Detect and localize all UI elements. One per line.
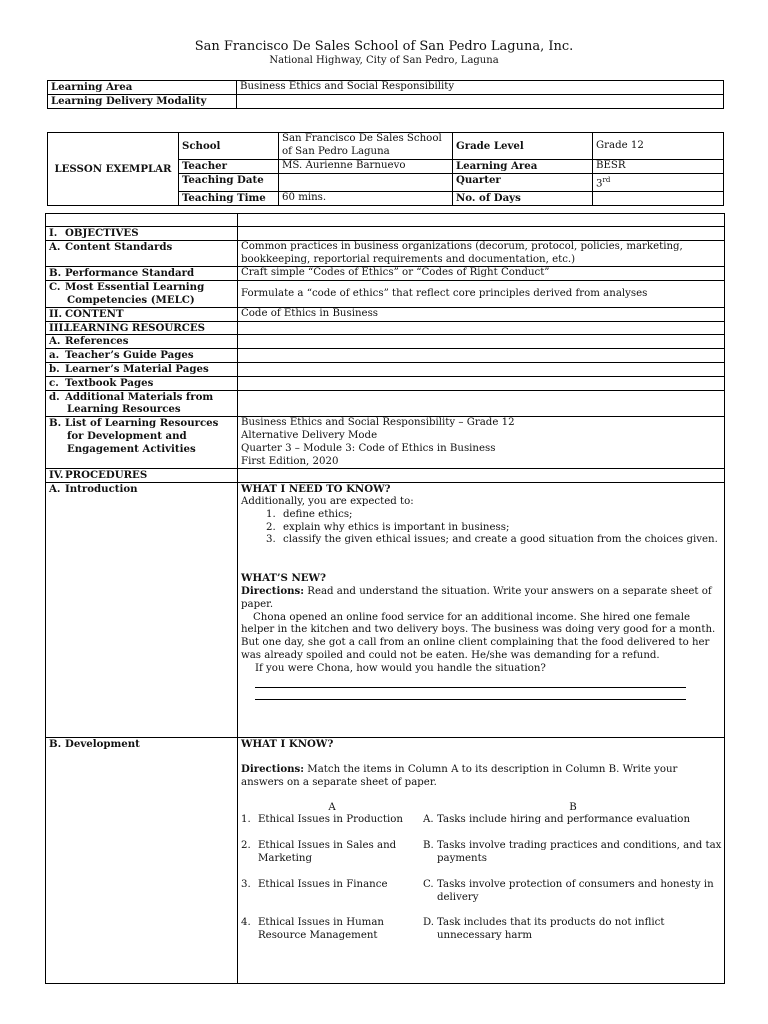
matching-column-headers bbox=[241, 802, 721, 815]
no-of-days-value bbox=[593, 192, 724, 206]
additional-materials-value bbox=[238, 390, 725, 417]
objectives-value bbox=[238, 227, 725, 241]
introduction-label: A. Introduction bbox=[46, 483, 238, 738]
learners-material-label: b. Learner’s Material Pages bbox=[46, 362, 238, 376]
list-resources-label: B. List of Learning Resources for Development and Engagement Activities bbox=[46, 417, 238, 469]
teaching-date-value bbox=[279, 174, 453, 192]
teachers-guide-label: a. Teacher’s Guide Pages bbox=[46, 349, 238, 363]
performance-standard-value: Craft simple “Codes of Ethics” or “Codes of Right Conduct” bbox=[238, 267, 725, 281]
column-b-header: B bbox=[569, 801, 577, 813]
teaching-time-value: 60 mins. bbox=[279, 192, 453, 206]
modality-label: Learning Delivery Modality bbox=[48, 94, 237, 108]
situation-text: Chona opened an online food service for an additional income. She hired one female helper in the kitchen and two delivery boys. The business was doing very good for a month. But one day, she got a call from an online client complaining that the food delivered to her was already spoiled and could not be eaten. He/she was demanding for a refund. bbox=[241, 611, 716, 661]
column-b-item: B. Tasks involve trading practices and conditions, and tax payments bbox=[423, 840, 722, 864]
content-standards-value: Common practices in business organizations (decorum, protocol, policies, marketing, bookkeeping, reportorial requirements and documentation, etc.) bbox=[238, 240, 725, 267]
references-label: A. References bbox=[46, 335, 238, 349]
teacher-value: MS. Aurienne Barnuevo bbox=[279, 160, 453, 174]
melc-value: Formulate a “code of ethics” that reflect core principles derived from analyses bbox=[238, 281, 725, 308]
additional-materials-label: d. Additional Materials from Learning Resources bbox=[46, 390, 238, 417]
no-of-days-label: No. of Days bbox=[453, 192, 593, 206]
learning-area-value: Business Ethics and Social Responsibility bbox=[237, 81, 724, 95]
whats-new-directions: Directions: Read and understand the situation. Write your answers on a separate sheet of paper. bbox=[241, 584, 712, 610]
what-i-know-heading: WHAT I KNOW? bbox=[241, 738, 334, 751]
content-heading: II. CONTENT bbox=[46, 307, 238, 321]
lesson-exemplar-table bbox=[47, 132, 724, 206]
what-i-need-to-know-heading: WHAT I NEED TO KNOW? bbox=[241, 483, 391, 496]
lesson-plan-table bbox=[45, 213, 725, 984]
melc-label: C. Most Essential Learning Competencies (MELC) bbox=[46, 281, 238, 308]
teaching-time-label: Teaching Time bbox=[179, 192, 279, 206]
quarter-value: 3rd bbox=[593, 174, 724, 192]
teachers-guide-value bbox=[238, 349, 725, 363]
blank-cell bbox=[46, 214, 238, 227]
exemplar-learning-area-value: BESR bbox=[593, 160, 724, 174]
learning-resources-heading: III.LEARNING RESOURCES bbox=[46, 321, 238, 335]
list-item: 3. classify the given ethical issues; and create a good situation from the choices given. bbox=[279, 534, 721, 547]
list-resources-value bbox=[238, 417, 725, 469]
learning-area-table bbox=[47, 80, 724, 109]
lesson-exemplar-title: LESSON EXEMPLAR bbox=[48, 133, 179, 206]
column-a-item: 1. Ethical Issues in Production bbox=[241, 814, 403, 826]
objectives-list bbox=[241, 509, 721, 547]
learning-resources-value bbox=[238, 321, 725, 335]
modality-value bbox=[237, 94, 724, 108]
teacher-label: Teacher bbox=[179, 160, 279, 174]
teaching-date-label: Teaching Date bbox=[179, 174, 279, 192]
objectives-heading: I. OBJECTIVES bbox=[46, 227, 238, 241]
answer-line bbox=[255, 688, 686, 700]
procedures-value bbox=[238, 469, 725, 483]
list-item: 1. define ethics; bbox=[279, 509, 721, 522]
development-label: B. Development bbox=[46, 738, 238, 984]
situation-question: If you were Chona, how would you handle the situation? bbox=[255, 662, 546, 674]
learning-area-label: Learning Area bbox=[48, 81, 237, 95]
exemplar-learning-area-label: Learning Area bbox=[453, 160, 593, 174]
column-a-header: A bbox=[328, 801, 336, 813]
textbook-pages-label: c. Textbook Pages bbox=[46, 376, 238, 390]
list-item: 2. explain why ethics is important in business; bbox=[279, 522, 721, 535]
expected-text: Additionally, you are expected to: bbox=[241, 495, 414, 507]
column-a-item: 3. Ethical Issues in Finance bbox=[241, 878, 388, 890]
blank-cell bbox=[238, 214, 725, 227]
references-value bbox=[238, 335, 725, 349]
content-standards-label: A. Content Standards bbox=[46, 240, 238, 267]
resource-line: Business Ethics and Social Responsibility – Grade 12 bbox=[241, 417, 515, 429]
school-address: National Highway, City of San Pedro, Laguna bbox=[269, 55, 499, 66]
column-a-item: 4. Ethical Issues in Human Resource Management bbox=[241, 917, 384, 942]
resource-line: Quarter 3 – Module 3: Code of Ethics in Business bbox=[241, 442, 496, 454]
learners-material-value bbox=[238, 362, 725, 376]
resource-line: Alternative Delivery Mode bbox=[241, 429, 378, 441]
school-title: San Francisco De Sales School of San Pedro Laguna, Inc. bbox=[194, 39, 574, 54]
column-b-item: C. Tasks involve protection of consumers and honesty in delivery bbox=[423, 878, 714, 903]
textbook-pages-value bbox=[238, 376, 725, 390]
grade-level-label: Grade Level bbox=[453, 133, 593, 160]
performance-standard-label: B. Performance Standard bbox=[46, 267, 238, 281]
grade-level-value: Grade 12 bbox=[593, 133, 724, 160]
procedures-heading: IV. PROCEDURES bbox=[46, 469, 238, 483]
column-b-item: A. Tasks include hiring and performance evaluation bbox=[423, 814, 691, 826]
school-value: San Francisco De Sales School of San Pedro Laguna bbox=[279, 133, 453, 160]
resource-line: First Edition, 2020 bbox=[241, 455, 339, 467]
column-b-item: D. Task includes that its products do not inflict unnecessary harm bbox=[423, 917, 665, 942]
quarter-label: Quarter bbox=[453, 174, 593, 192]
development-content bbox=[238, 738, 725, 984]
answer-line bbox=[255, 676, 686, 688]
introduction-content bbox=[238, 483, 725, 738]
whats-new-heading: WHAT’S NEW? bbox=[241, 572, 326, 585]
content-value: Code of Ethics in Business bbox=[238, 307, 725, 321]
what-i-know-directions: Directions: Match the items in Column A to its description in Column B. Write your answers on a separate sheet of paper. bbox=[241, 762, 678, 788]
column-a-item: 2. Ethical Issues in Sales and Marketing bbox=[241, 840, 397, 864]
school-label: School bbox=[179, 133, 279, 160]
matching-grid bbox=[241, 814, 721, 943]
